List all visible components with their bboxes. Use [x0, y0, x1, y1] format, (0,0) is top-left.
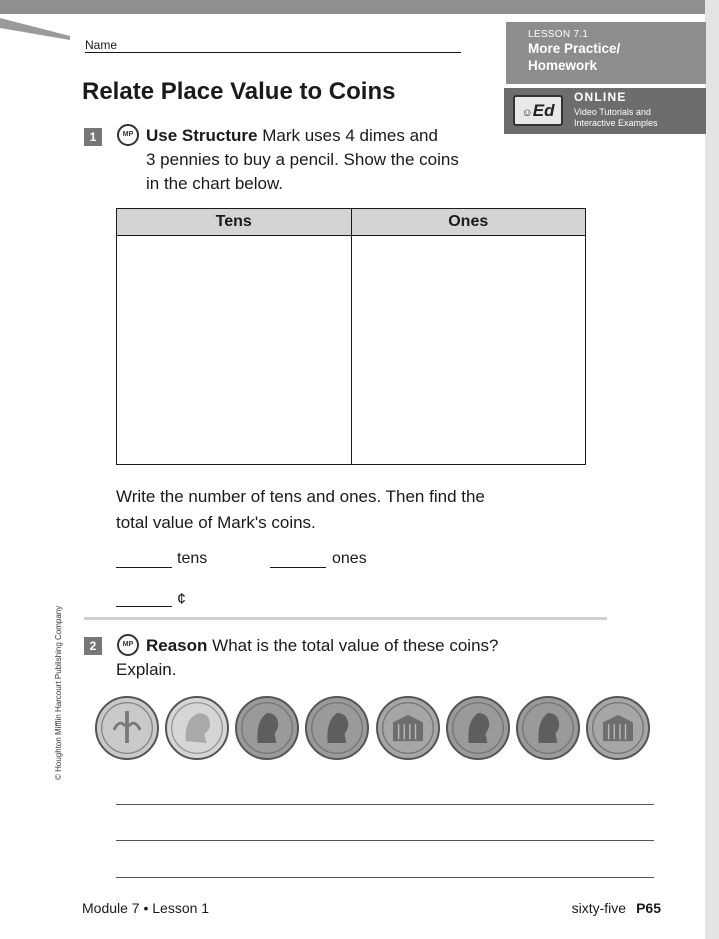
- lesson-title-line1: More Practice/: [528, 41, 621, 56]
- math-practice-icon: MP: [117, 124, 139, 146]
- section-divider: [84, 617, 607, 620]
- ed-logo-icon: ☺Ed: [513, 95, 563, 126]
- ones-label: ones: [332, 550, 367, 567]
- answer-line[interactable]: [116, 840, 654, 841]
- ones-header: Ones: [448, 213, 489, 230]
- question-1-number: 1: [84, 128, 102, 146]
- footer-module: Module 7 • Lesson 1: [82, 900, 210, 916]
- question-1-line3: in the chart below.: [146, 174, 284, 193]
- online-title: ONLINE: [574, 90, 627, 104]
- ones-cell[interactable]: [352, 236, 586, 464]
- question-2-number: 2: [84, 637, 102, 655]
- penny-back-coin-icon: [376, 696, 440, 760]
- publisher-credit: © Houghton Mifflin Harcourt Publishing Company: [54, 605, 63, 780]
- page-corner-shape: [0, 18, 70, 48]
- page-word: sixty-five: [571, 900, 627, 916]
- penny-front-coin-icon: [516, 696, 580, 760]
- name-line[interactable]: [85, 52, 461, 53]
- cents-answer-blank[interactable]: [116, 606, 172, 607]
- tens-cell[interactable]: [117, 236, 352, 464]
- lesson-title-line2: Homework: [528, 58, 598, 73]
- online-subtitle: Video Tutorials and Interactive Examples: [574, 107, 658, 128]
- page-number: P65: [636, 900, 661, 916]
- lesson-number: LESSON 7.1: [528, 29, 589, 40]
- tens-label: tens: [177, 550, 208, 567]
- penny-front-coin-icon: [235, 696, 299, 760]
- place-value-chart: [116, 208, 586, 465]
- question-1-line1: Use Structure Mark uses 4 dimes and: [146, 126, 438, 145]
- answer-line[interactable]: [116, 804, 654, 805]
- penny-back-coin-icon: [586, 696, 650, 760]
- tens-answer-blank[interactable]: [116, 567, 172, 568]
- question-1-line2: 3 pennies to buy a pencil. Show the coins: [146, 150, 459, 169]
- tens-header: Tens: [117, 209, 352, 235]
- penny-front-coin-icon: [446, 696, 510, 760]
- lesson-tab: [506, 22, 706, 84]
- chart-header-row: [117, 209, 585, 236]
- question-2-line1: Reason What is the total value of these coins?: [146, 636, 499, 655]
- online-resources-box[interactable]: [504, 88, 706, 134]
- ones-answer-blank[interactable]: [270, 567, 326, 568]
- footer-page: [572, 900, 661, 916]
- cents-label: ¢: [177, 591, 186, 608]
- answer-line[interactable]: [116, 877, 654, 878]
- chart-body-row: [117, 236, 585, 464]
- question-1-instruction: Write the number of tens and ones. Then find the total value of Mark's coins.: [116, 487, 485, 532]
- name-label: Name: [85, 38, 118, 52]
- dime-front-coin-icon: [165, 696, 229, 760]
- math-practice-icon: MP: [117, 634, 139, 656]
- page-right-edge: [705, 0, 719, 939]
- penny-front-coin-icon: [305, 696, 369, 760]
- page-title: Relate Place Value to Coins: [82, 78, 396, 105]
- question-2-line2: Explain.: [116, 660, 177, 679]
- top-band-edge: [0, 14, 719, 20]
- dime-back-coin-icon: [95, 696, 159, 760]
